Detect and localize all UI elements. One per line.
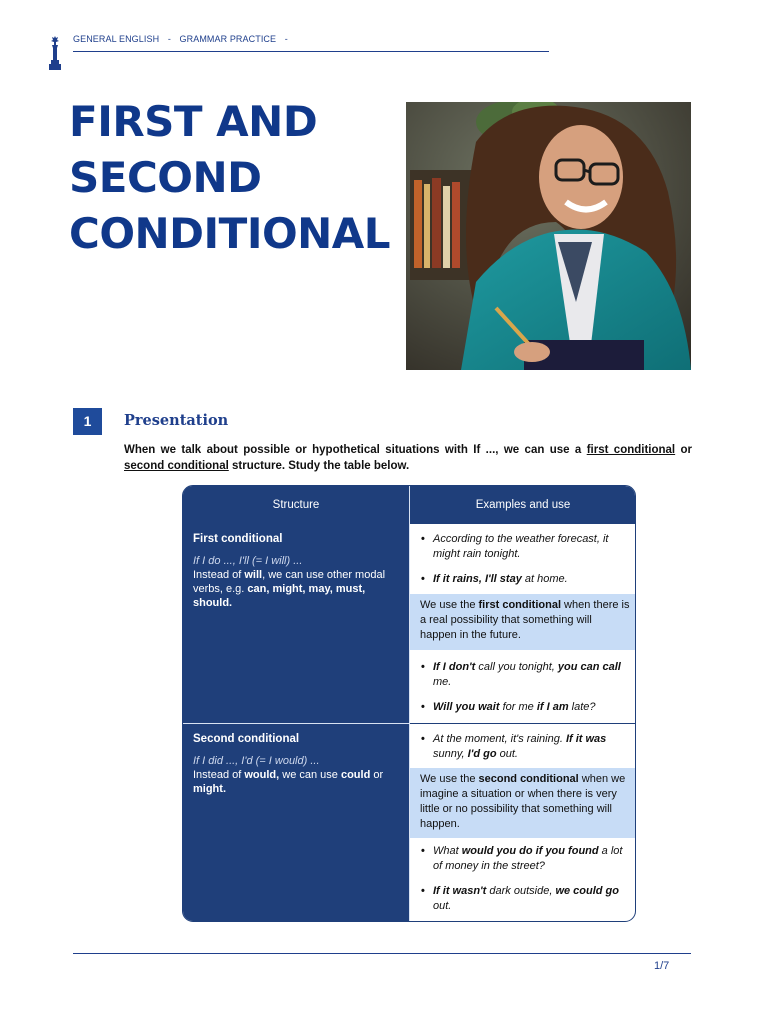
- breadcrumb: [73, 34, 294, 44]
- title-line: FIRST AND: [69, 97, 318, 146]
- grammar-table: [182, 485, 636, 922]
- column-header-structure: Structure: [183, 486, 409, 524]
- second-conditional-use: We use the second conditional when we imagine a situation or when there is very little or no possibility that something will happen.: [410, 768, 636, 838]
- example-item: • If it wasn't dark outside, we could go out.: [421, 884, 627, 914]
- second-conditional-label: Second conditional: [193, 733, 300, 745]
- row-divider: [183, 723, 409, 724]
- breadcrumb-separator: -: [167, 34, 171, 44]
- second-conditional-formula: If I did ..., I'd (= I would) ...: [193, 755, 320, 767]
- second-conditional-link[interactable]: second conditional: [124, 460, 229, 472]
- first-conditional-link[interactable]: first conditional: [586, 444, 676, 456]
- section-title: Presentation: [124, 412, 229, 429]
- section-number: 1: [73, 408, 102, 435]
- example-item: • Will you wait for me if I am late?: [421, 700, 627, 715]
- page-title: [69, 94, 390, 262]
- breadcrumb-item[interactable]: GENERAL ENGLISH: [73, 34, 160, 44]
- first-conditional-structure: First conditional If I do ..., I'll (= I will) ... Instead of will, we can use other modal verbs, e.g. can, might, may, must, should.: [193, 532, 399, 610]
- example-item: • If it rains, I'll stay at home.: [421, 572, 627, 587]
- first-conditional-formula: If I do ..., I'll (= I will) ...: [193, 555, 303, 567]
- header-divider: [73, 51, 549, 52]
- student-photo: [406, 102, 691, 370]
- intro-paragraph: When we talk about possible or hypothetical situations with If ..., we can use a first conditional or second conditional structure. Study the table below.: [124, 444, 693, 472]
- example-item: • What would you do if you found a lot of money in the street?: [421, 844, 627, 874]
- statue-of-liberty-icon: [46, 36, 64, 70]
- title-line: SECOND: [69, 153, 262, 202]
- footer-divider: [73, 953, 691, 954]
- title-line: CONDITIONAL: [69, 209, 391, 258]
- breadcrumb-separator: -: [284, 34, 288, 44]
- column-header-examples: Examples and use: [410, 486, 636, 524]
- first-conditional-use: We use the first conditional when there is a real possibility that something will happen in the future.: [410, 594, 636, 650]
- row-divider: [410, 723, 636, 724]
- column-divider: [409, 486, 410, 921]
- page-number: 1/7: [654, 960, 670, 972]
- first-conditional-label: First conditional: [193, 533, 283, 545]
- example-item: • If I don't call you tonight, you can call me.: [421, 660, 627, 690]
- example-item: • At the moment, it's raining. If it was sunny, I'd go out.: [421, 732, 627, 762]
- second-conditional-structure: Second conditional If I did ..., I'd (= I would) ... Instead of would, we can use could or might.: [193, 732, 399, 796]
- example-item: • According to the weather forecast, it might rain tonight.: [421, 532, 627, 562]
- breadcrumb-item[interactable]: GRAMMAR PRACTICE: [179, 34, 277, 44]
